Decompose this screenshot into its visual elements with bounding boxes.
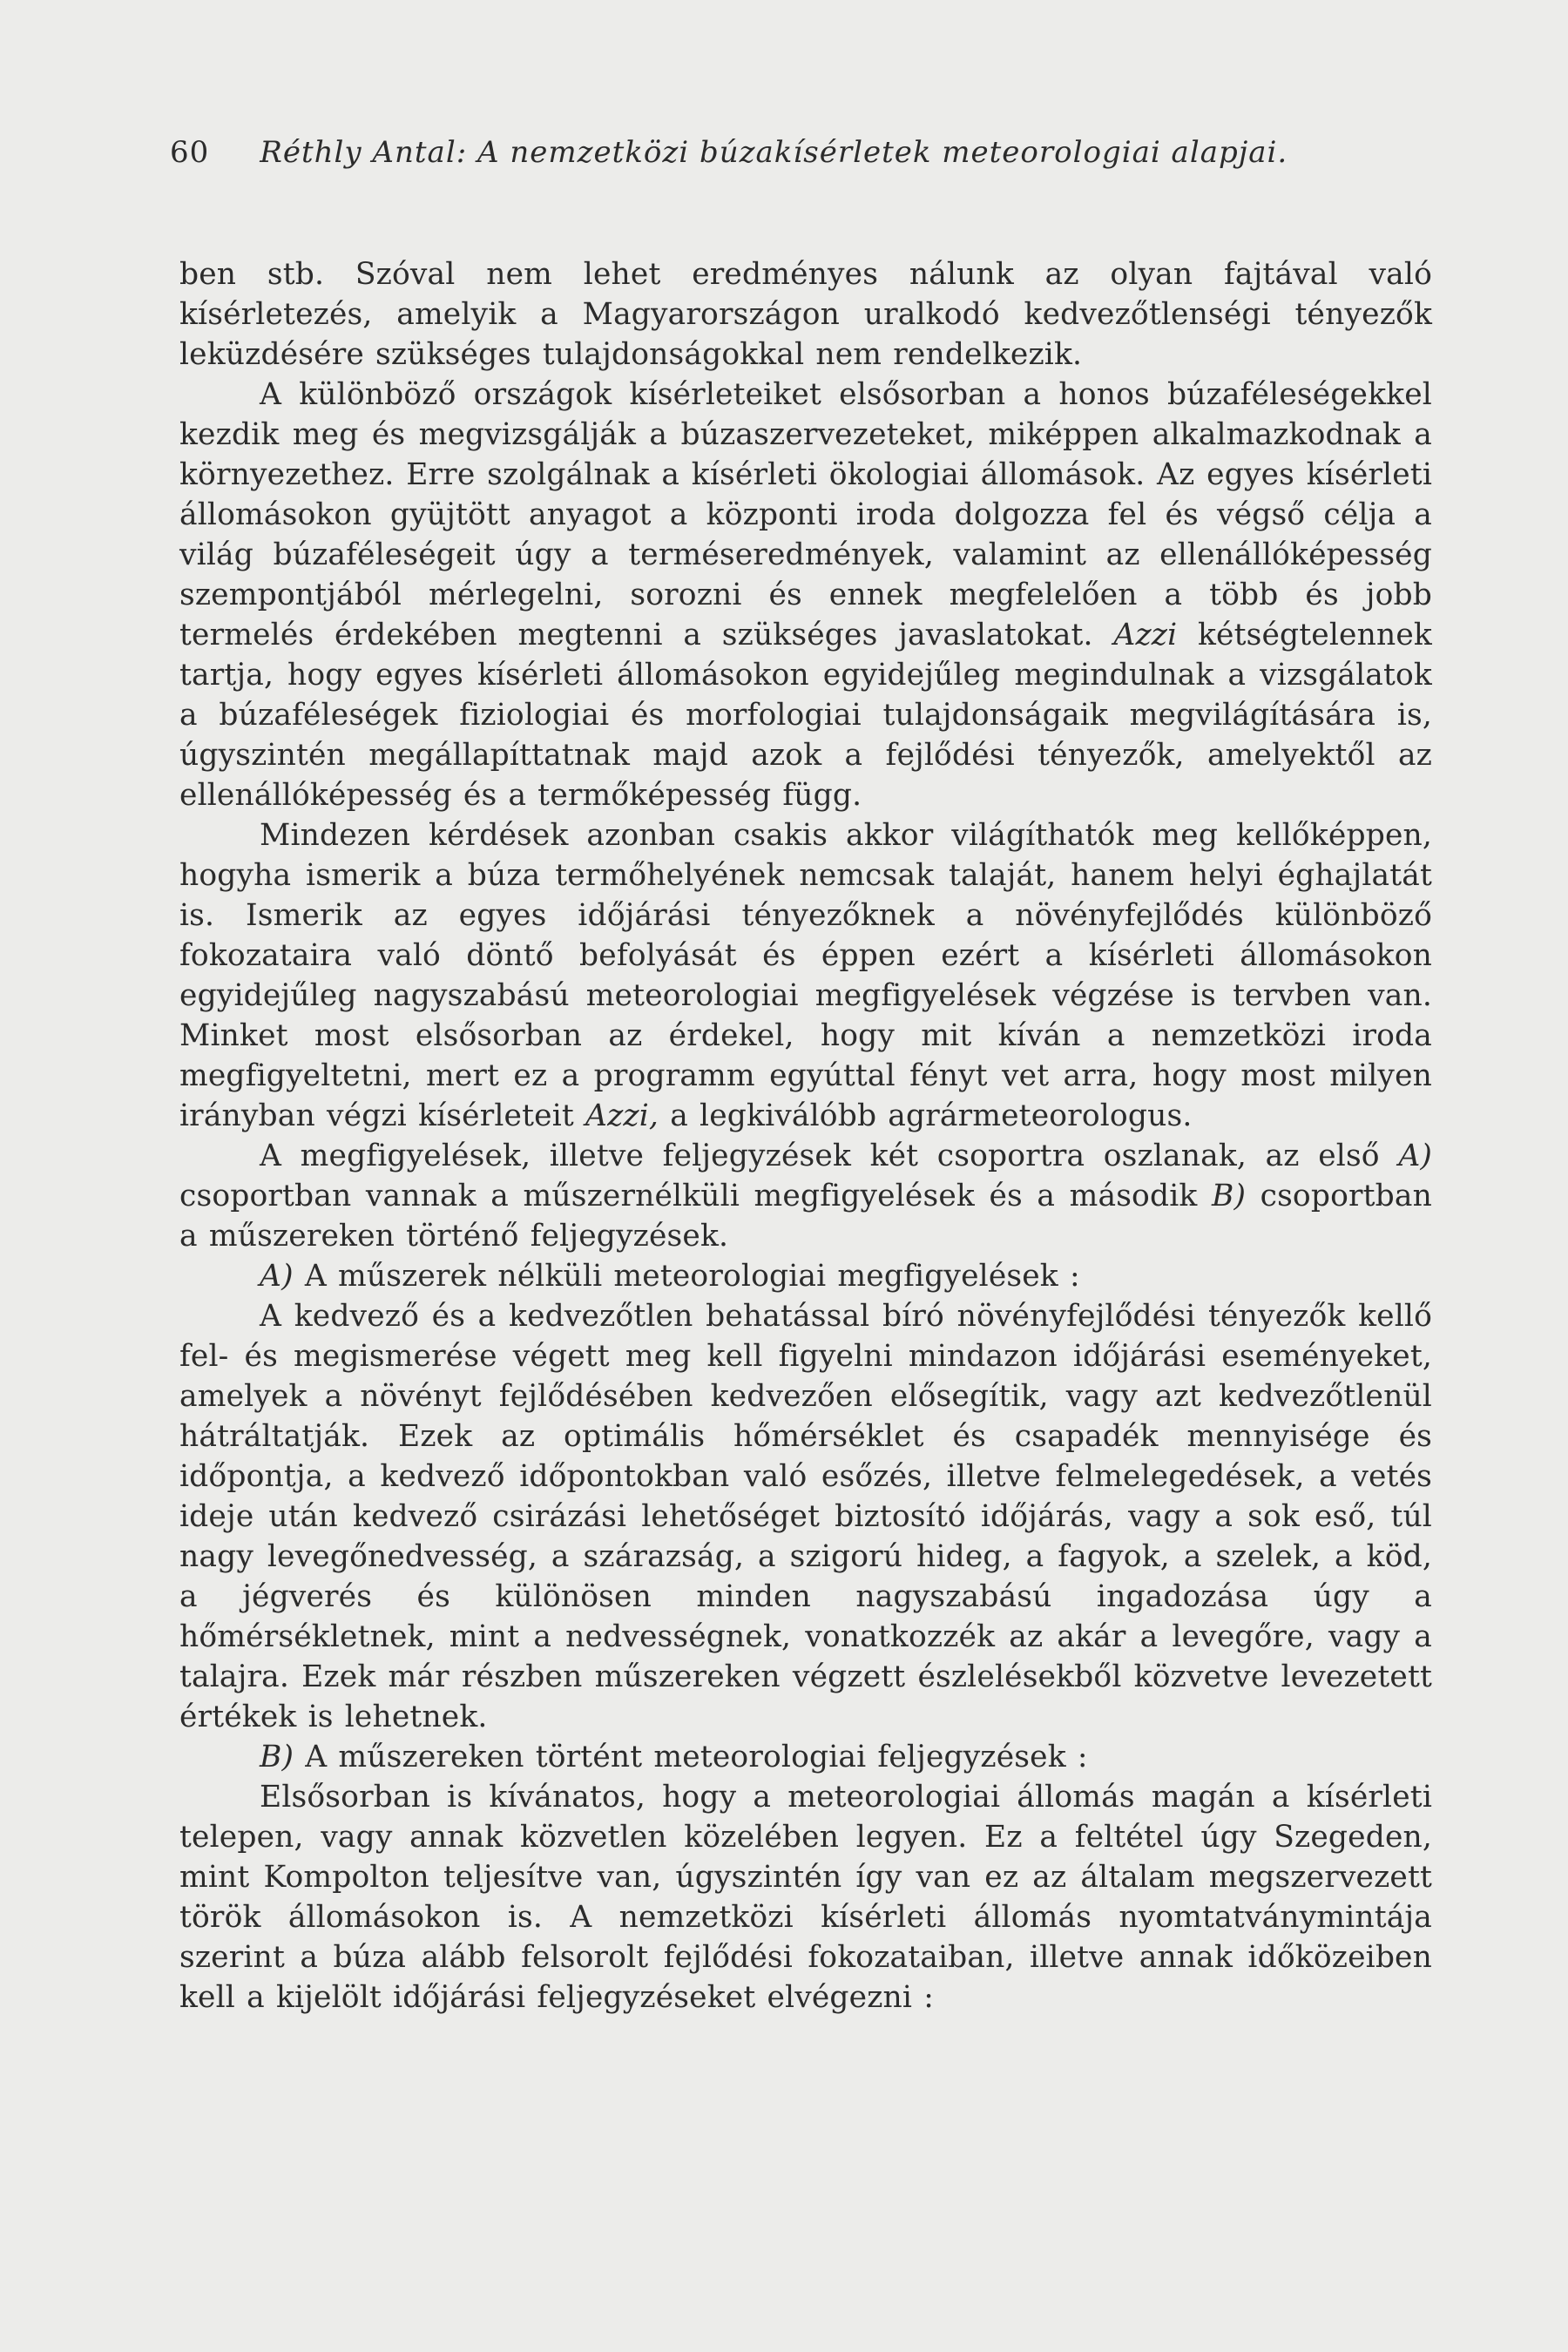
- running-head: [170, 132, 1433, 172]
- paragraph-text: csoportban vannak a műszernélküli megfigyelések és a második: [179, 1179, 1198, 1213]
- group-label: A): [1398, 1139, 1432, 1173]
- paragraph-4: [179, 1136, 1432, 1256]
- paragraph-1: [179, 254, 1432, 375]
- paragraph-text: a legkiválóbb agrármeteorologus.: [670, 1098, 1193, 1133]
- paragraph-3: [179, 815, 1432, 1136]
- page-number: 60: [170, 135, 210, 170]
- paragraph-text: csoportban a műszereken történő feljegyzések.: [179, 1179, 1432, 1254]
- section-title: A műszereken történt meteorologiai feljegyzések :: [305, 1740, 1088, 1774]
- paragraph-text: kétségtelennek tartja, hogy egyes kísérleti állomásokon egyidejűleg megindulnak a vizsgálatok a búzaféleségek fiziologiai és morfologiai tulajdonságaik megvilágítására is, úgyszintén megállapíttatnak majd azok a fejlődési tényezők, amelyektől az ellenállóképesség és a termőképesség függ.: [179, 618, 1432, 813]
- article-body: [179, 254, 1432, 2017]
- paragraph-text: ben stb. Szóval nem lehet eredményes nálunk az olyan fajtával való kísérletezés, amelyik a Magyarországon uralkodó kedvezőtlenségi tényezők leküzdésére szükséges tulajdonságokkal nem rendelkezik.: [179, 257, 1432, 372]
- running-title: Réthly Antal: A nemzetközi búzakísérletek meteorologiai alapjai.: [260, 135, 1288, 170]
- section-label: A): [260, 1259, 294, 1294]
- author-name: Azzi: [1113, 618, 1178, 652]
- section-heading-b: [179, 1737, 1432, 1777]
- paragraph-text: A kedvező és a kedvezőtlen behatással bíró növényfejlődési tényezők kellő fel- és megismerése végett meg kell figyelni mindazon időjárási eseményeket, amelyek a növényt fejlődésében kedvezően elősegítik, vagy azt kedvezőtlenül hátráltatják. Ezek az optimális hőmérséklet és csapadék mennyisége és időpontja, a kedvező időpontokban való esőzés, illetve felmelegedések, a vetés ideje után kedvező csirázási lehetőséget biztosító időjárás, vagy a sok eső, túl nagy levegőnedvesség, a szárazság, a szigorú hideg, a fagyok, a szelek, a köd, a jégverés és különösen minden nagyszabású ingadozása úgy a hőmérsékletnek, mint a nedvességnek, vonatkozzék az akár a levegőre, vagy a talajra. Ezek már részben műszereken végzett észlelésekből közvetve levezetett értékek is lehetnek.: [179, 1299, 1432, 1734]
- author-name: Azzi,: [585, 1098, 659, 1133]
- paragraph-text: Mindezen kérdések azonban csakis akkor világíthatók meg kellőképpen, hogyha ismerik a búza termőhelyének nemcsak talaját, hanem helyi éghajlatát is. Ismerik az egyes időjárási tényezőknek a növényfejlődés különböző fokozataira való döntő befolyását és éppen ezért a kísérleti állomásokon egyidejűleg nagyszabású meteorologiai megfigyelések végzése is tervben van. Minket most elsősorban az érdekel, hogy mit kíván a nemzetközi iroda megfigyeltetni, mert ez a programm egyúttal fényt vet arra, hogy most milyen irányban végzi kísérleteit: [179, 818, 1432, 1133]
- paragraph-8: [179, 1777, 1432, 2017]
- section-title: A műszerek nélküli meteorologiai megfigyelések :: [304, 1259, 1080, 1294]
- paragraph-text: Elsősorban is kívánatos, hogy a meteorologiai állomás magán a kísérleti telepen, vagy annak közvetlen közelében legyen. Ez a feltétel úgy Szegeden, mint Kompolton teljesítve van, úgyszintén így van ez az általam megszervezett török állomásokon is. A nemzetközi kísérleti állomás nyomtatványmintája szerint a búza alább felsorolt fejlődési fokozataiban, illetve annak időközeiben kell a kijelölt időjárási feljegyzéseket elvégezni :: [179, 1780, 1432, 2015]
- paragraph-text: A különböző országok kísérleteiket elsősorban a honos búzaféleségekkel kezdik meg és megvizsgálják a búzaszervezeteket, miképpen alkalmazkodnak a környezethez. Erre szolgálnak a kísérleti ökologiai állomások. Az egyes kísérleti állomásokon gyüjtött anyagot a központi iroda dolgozza fel és végső célja a világ búzaféleségeit úgy a terméseredmények, valamint az ellenállóképesség szempontjából mérlegelni, sorozni és ennek megfelelően a több és jobb termelés érdekében megtenni a szükséges javaslatokat.: [179, 377, 1432, 652]
- paragraph-6: [179, 1296, 1432, 1737]
- group-label: B): [1211, 1179, 1247, 1213]
- section-label: B): [260, 1740, 294, 1774]
- paragraph-2: [179, 375, 1432, 815]
- section-heading-a: [179, 1256, 1432, 1296]
- paragraph-text: A megfigyelések, illetve feljegyzések két csoportra oszlanak, az első: [260, 1139, 1380, 1173]
